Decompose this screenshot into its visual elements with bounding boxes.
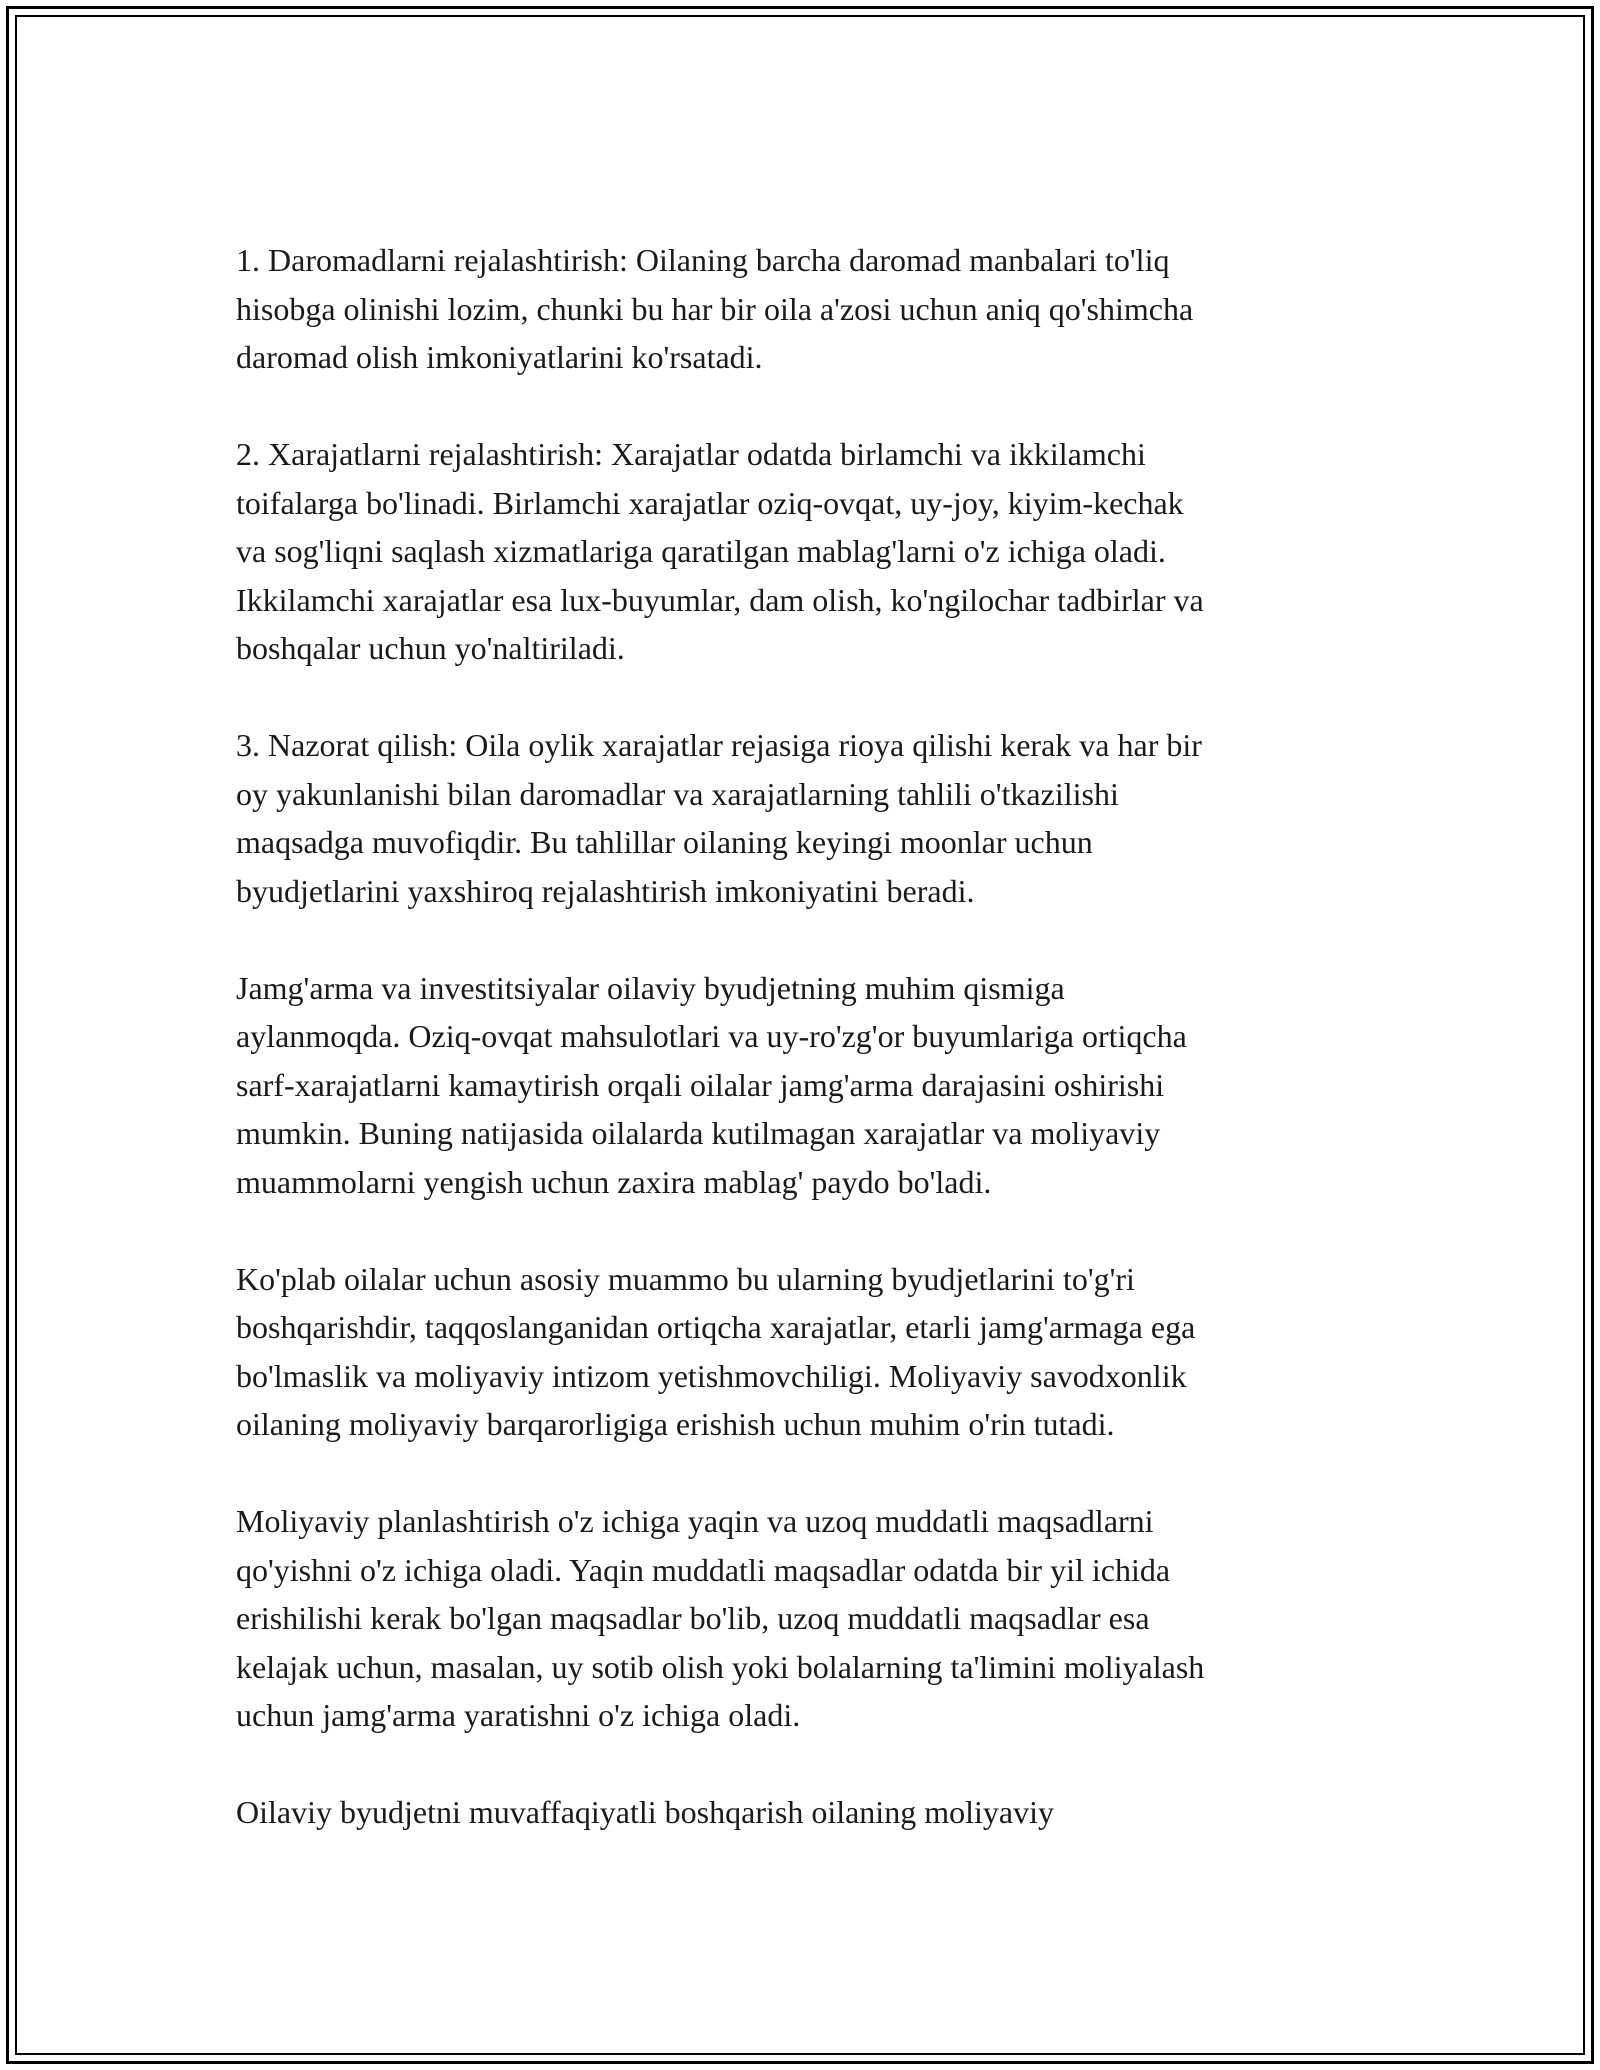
paragraph-financial-planning: Moliyaviy planlashtirish o'z ichiga yaqin va uzoq muddatli maqsadlarni qo'yishni o'z ichiga oladi. Yaqin muddatli maqsadlar odatda bir yil ichida erishilishi kerak bo'lgan maqsadlar bo'lib, uzoq muddatli maqsadlar esa kelajak uchun, masalan, uy sotib olish yoki bolalarning ta'limini moliyalash uchun jamg'arma yaratishni o'z ichiga oladi.: [236, 1503, 1205, 1733]
document-body: [236, 236, 1396, 1837]
paragraph-income-planning: 1. Daromadlarni rejalashtirish: Oilaning barcha daromad manbalari to'liq hisobga olinishi lozim, chunki bu har bir oila a'zosi uchun aniq qo'shimcha daromad olish imkoniyatlarini ko'rsatadi.: [236, 242, 1194, 375]
paragraph-control: 3. Nazorat qilish: Oila oylik xarajatlar rejasiga rioya qilishi kerak va har bir oy yakunlanishi bilan daromadlar va xarajatlarning tahlili o'tkazilishi maqsadga muvofiqdir. Bu tahlillar oilaning keyingi moonlar uchun byudjetlarini yaxshiroq rejalashtirish imkoniyatini beradi.: [236, 727, 1202, 909]
paragraph-conclusion: Oilaviy byudjetni muvaffaqiyatli boshqarish oilaning moliyaviy: [236, 1794, 1054, 1830]
paragraph-budget-problems: Ko'plab oilalar uchun asosiy muammo bu ularning byudjetlarini to'g'ri boshqarishdir, taqqoslanganidan ortiqcha xarajatlar, etarli jamg'armaga ega bo'lmaslik va moliyaviy intizom yetishmovchiligi. Moliyaviy savodxonlik oilaning moliyaviy barqarorligiga erishish uchun muhim o'rin tutadi.: [236, 1260, 1196, 1442]
paragraph-savings-investments: Jamg'arma va investitsiyalar oilaviy byudjetning muhim qismiga aylanmoqda. Oziq-ovqat mahsulotlari va uy-ro'zg'or buyumlariga ortiqcha sarf-xarajatlarni kamaytirish orqali oilalar jamg'arma darajasini oshirishi mumkin. Buning natijasida oilalarda kutilmagan xarajatlar va moliyaviy muammolarni yengish uchun zaxira mablag' paydo bo'ladi.: [236, 969, 1187, 1200]
paragraph-expense-planning: 2. Xarajatlarni rejalashtirish: Xarajatlar odatda birlamchi va ikkilamchi toifalarga bo'linadi. Birlamchi xarajatlar oziq-ovqat, uy-joy, kiyim-kechak va sog'liqni saqlash xizmatlariga qaratilgan mablag'larni o'z ichiga oladi. Ikkilamchi xarajatlar esa lux-buyumlar, dam olish, ko'ngilochar tadbirlar va boshqalar uchun yo'naltiriladi.: [236, 436, 1204, 666]
